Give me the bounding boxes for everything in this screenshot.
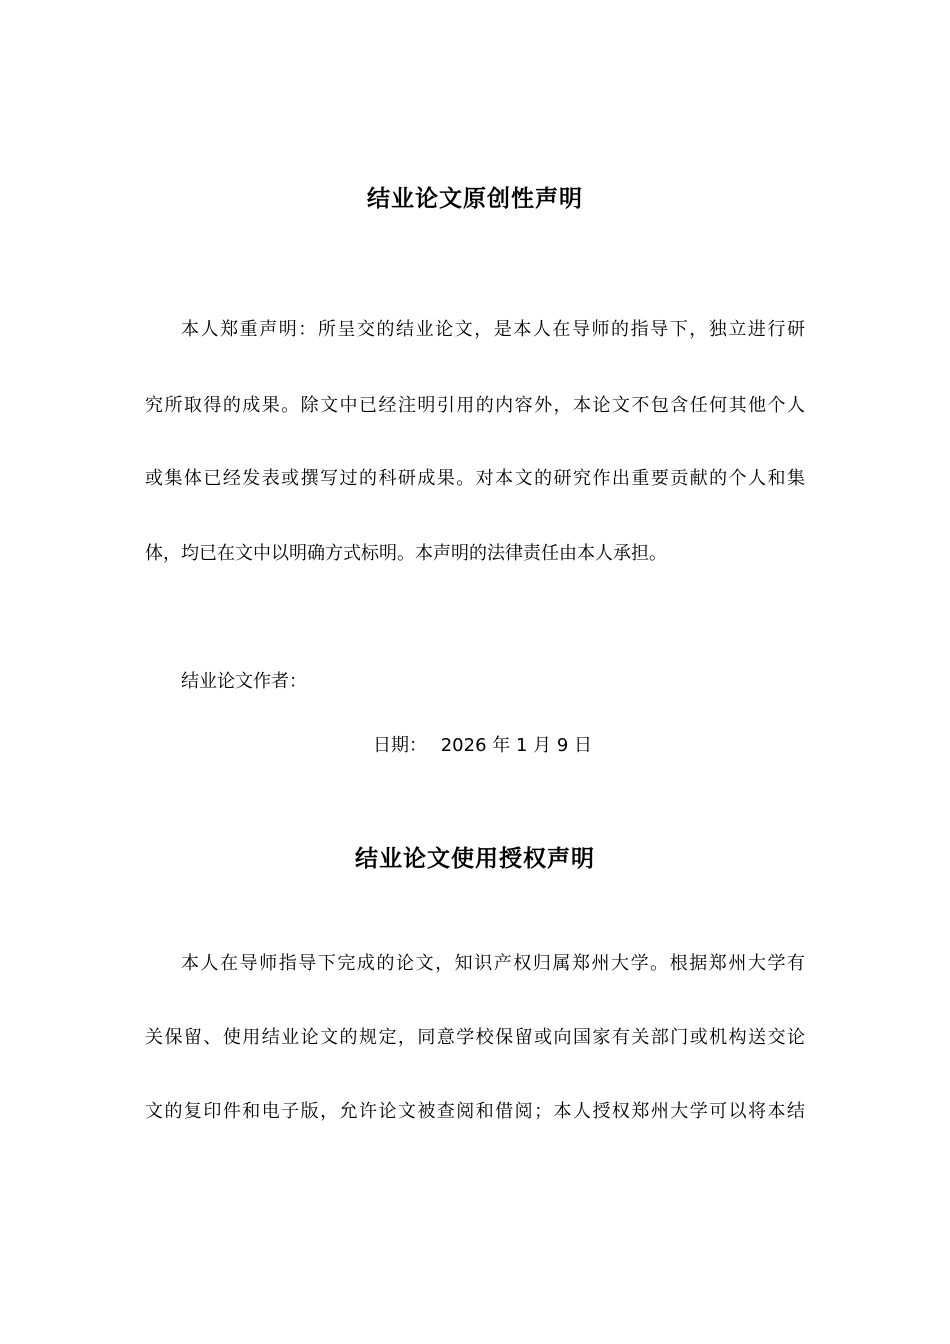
authorization-line-3: 文的复印件和电子版，允许论文被查阅和借阅；本人授权郑州大学可以将本结 bbox=[145, 1101, 805, 1122]
originality-line-2: 究所取得的成果。除文中已经注明引用的内容外，本论文不包含任何其他个人 bbox=[145, 395, 805, 416]
date-field bbox=[373, 733, 592, 759]
date-value: 2026 年 1 月 9 日 bbox=[440, 735, 593, 756]
author-label: 结业论文作者： bbox=[181, 671, 307, 692]
originality-line-4: 体，均已在文中以明确方式标明。本声明的法律责任由本人承担。 bbox=[145, 543, 667, 564]
originality-line-3: 或集体已经发表或撰写过的科研成果。对本文的研究作出重要贡献的个人和集 bbox=[145, 468, 805, 489]
originality-title: 结业论文原创性声明 bbox=[367, 186, 583, 212]
authorization-line-1: 本人在导师指导下完成的论文，知识产权归属郑州大学。根据郑州大学有 bbox=[181, 953, 805, 974]
originality-line-1: 本人郑重声明：所呈交的结业论文，是本人在导师的指导下，独立进行研 bbox=[181, 319, 805, 340]
authorization-line-2: 关保留、使用结业论文的规定，同意学校保留或向国家有关部门或机构送交论 bbox=[145, 1027, 805, 1048]
date-label: 日期： bbox=[373, 735, 427, 756]
authorization-title: 结业论文使用授权声明 bbox=[355, 846, 595, 872]
author-signature-field bbox=[181, 669, 307, 695]
